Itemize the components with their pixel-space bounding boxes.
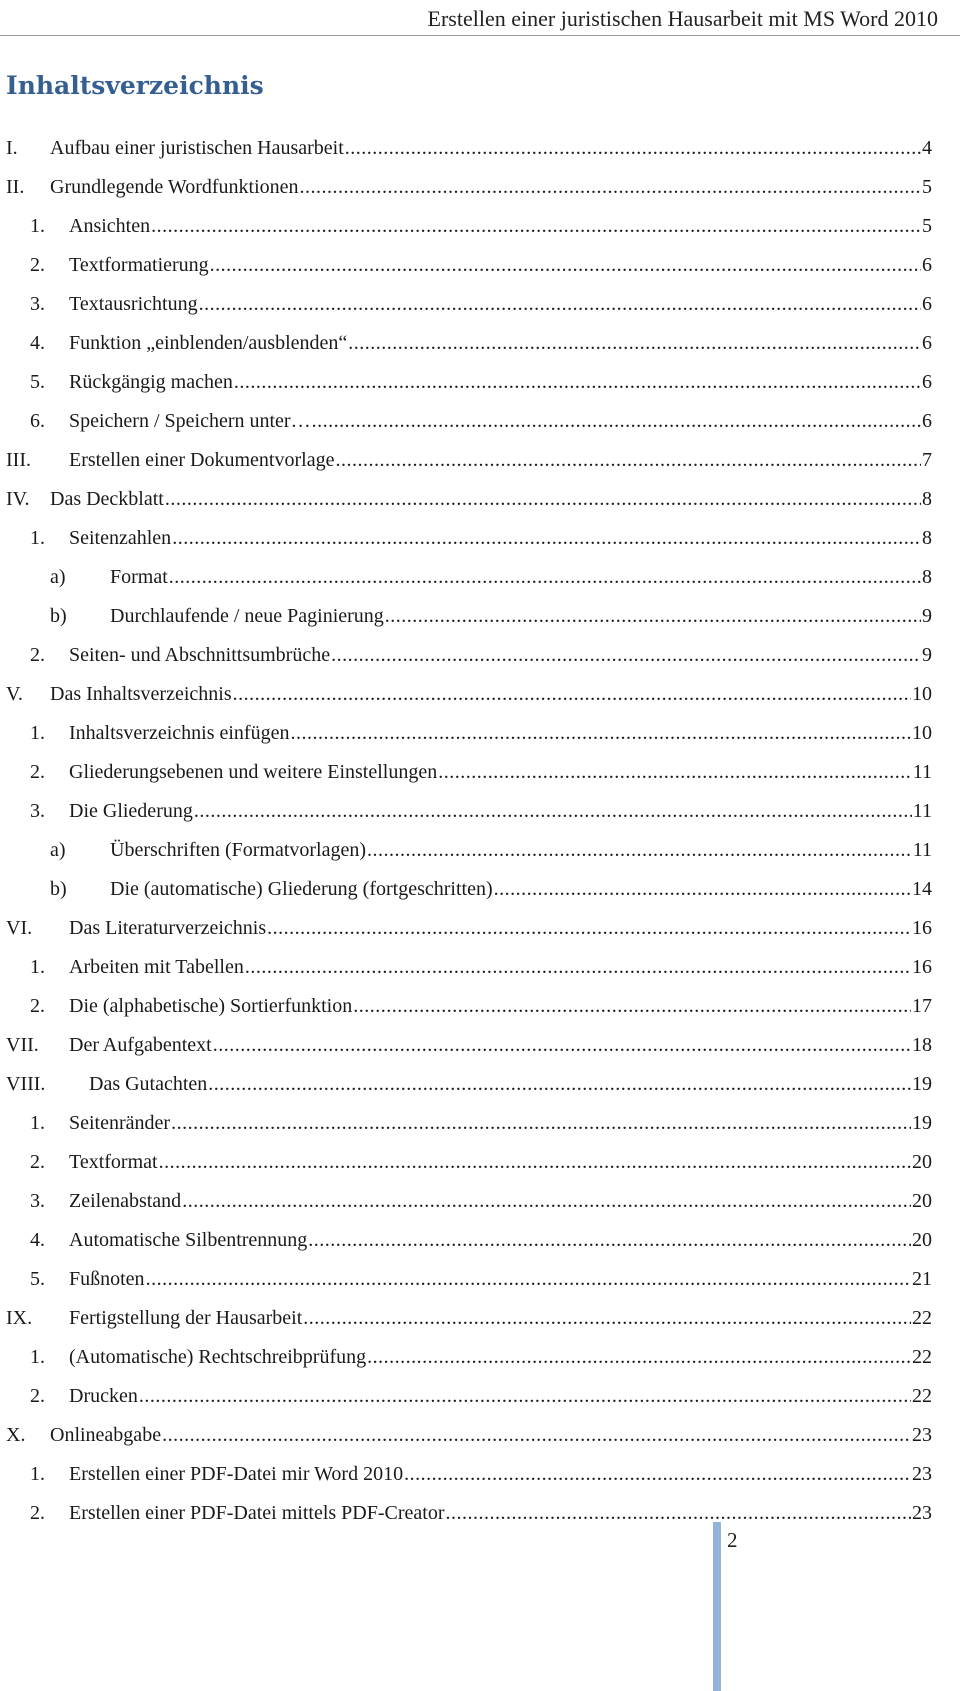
toc-entry-title[interactable]: Inhaltsverzeichnis einfügen	[69, 722, 290, 744]
toc-entry-number: 1.	[30, 1112, 45, 1134]
toc-entry-line	[50, 487, 932, 511]
toc-entry-page: 9	[922, 644, 932, 666]
toc-entry-page: 20	[912, 1190, 932, 1212]
toc-entry-page: 19	[912, 1112, 932, 1134]
toc-dot-leader	[385, 604, 921, 628]
toc-entry-line	[50, 175, 932, 199]
toc-entry-title[interactable]: Rückgängig machen	[69, 371, 233, 393]
toc-entry-number: b)	[50, 605, 67, 627]
toc-dot-leader	[335, 448, 921, 472]
toc-entry-page: 10	[912, 722, 932, 744]
toc-entry[interactable]	[0, 440, 960, 479]
toc-entry-page: 11	[912, 800, 932, 822]
toc-entry-page: 17	[912, 995, 932, 1017]
toc-entry[interactable]	[0, 128, 960, 167]
toc-dot-leader	[159, 1150, 911, 1174]
toc-entry-number: IV.	[6, 488, 30, 510]
toc-entry-page: 9	[922, 605, 932, 627]
toc-entry-line	[69, 448, 932, 472]
toc-entry[interactable]	[0, 1454, 960, 1493]
toc-dot-leader	[438, 760, 912, 784]
toc-entry-number: 2.	[30, 995, 45, 1017]
toc-entry-page: 20	[912, 1229, 932, 1251]
toc-entry-number: X.	[6, 1424, 26, 1446]
toc-entry-title[interactable]: Die Gliederung	[69, 800, 193, 822]
toc-entry-title[interactable]: Onlineabgabe	[50, 1424, 162, 1446]
toc-dot-leader	[404, 1462, 911, 1486]
toc-entry[interactable]	[0, 1181, 960, 1220]
toc-entry-number: VII.	[6, 1034, 39, 1056]
toc-entry[interactable]	[0, 1493, 960, 1532]
toc-entry-title[interactable]: Das Inhaltsverzeichnis	[50, 683, 232, 705]
toc-entry-line	[110, 838, 932, 862]
toc-entry[interactable]	[0, 557, 960, 596]
toc-entry-page: 22	[912, 1307, 932, 1329]
toc-entry[interactable]	[0, 1376, 960, 1415]
toc-entry-page: 19	[912, 1073, 932, 1095]
toc-entry[interactable]	[0, 1025, 960, 1064]
toc-entry[interactable]	[0, 791, 960, 830]
toc-entry[interactable]	[0, 908, 960, 947]
toc-entry[interactable]	[0, 206, 960, 245]
toc-dot-leader	[348, 331, 921, 355]
toc-entry-number: 2.	[30, 254, 45, 276]
toc-entry-number: VI.	[6, 917, 33, 939]
toc-entry-number: VIII.	[6, 1073, 46, 1095]
toc-entry[interactable]	[0, 869, 960, 908]
toc-entry-line	[50, 136, 932, 160]
toc-entry-line	[110, 877, 932, 901]
toc-entry[interactable]	[0, 986, 960, 1025]
toc-entry[interactable]	[0, 362, 960, 401]
toc-entry-title[interactable]: Seitenränder	[69, 1112, 171, 1134]
toc-entry-line	[110, 565, 932, 589]
toc-entry-line	[69, 799, 932, 823]
toc-entry-number: 2.	[30, 644, 45, 666]
toc-dot-leader	[345, 136, 921, 160]
toc-entry-title[interactable]: Erstellen einer Dokumentvorlage	[69, 449, 335, 471]
toc-entry-line	[69, 1150, 932, 1174]
toc-entry-number: b)	[50, 878, 67, 900]
toc-entry-line	[50, 682, 932, 706]
toc-entry-line	[110, 604, 932, 628]
toc-entry-line	[69, 1033, 932, 1057]
toc-entry-page: 22	[912, 1385, 932, 1407]
toc-entry-number: 2.	[30, 761, 45, 783]
toc-entry-page: 6	[922, 254, 932, 276]
toc-entry-number: 4.	[30, 1229, 45, 1251]
toc-entry[interactable]	[0, 1259, 960, 1298]
toc-entry-title[interactable]: Der Aufgabentext	[69, 1034, 212, 1056]
toc-entry-number: 6.	[30, 410, 45, 432]
toc-entry-line	[69, 1345, 932, 1369]
toc-entry-page: 6	[922, 371, 932, 393]
toc-dot-leader	[165, 487, 921, 511]
toc-entry-title[interactable]: Ansichten	[69, 215, 151, 237]
toc-entry[interactable]	[0, 323, 960, 362]
toc-entry-page: 16	[912, 917, 932, 939]
page-number: 2	[727, 1528, 738, 1552]
toc-entry-number: a)	[50, 566, 66, 588]
toc-dot-leader	[208, 1072, 911, 1096]
toc-entry-page: 5	[922, 176, 932, 198]
toc-entry-line	[69, 760, 932, 784]
toc-entry[interactable]	[0, 713, 960, 752]
toc-entry-title[interactable]: Das Literaturverzeichnis	[69, 917, 267, 939]
toc-entry-title[interactable]: Erstellen einer PDF-Datei mir Word 2010	[69, 1463, 404, 1485]
toc-entry-line	[69, 955, 932, 979]
toc-dot-leader	[169, 565, 921, 589]
header-rule	[0, 35, 960, 36]
toc-entry-page: 18	[912, 1034, 932, 1056]
toc-dot-leader	[139, 1384, 911, 1408]
toc-entry-title[interactable]: Durchlaufende / neue Paginierung	[110, 605, 384, 627]
toc-entry-page: 22	[912, 1346, 932, 1368]
toc-dot-leader	[353, 994, 911, 1018]
toc-entry-line	[50, 1423, 932, 1447]
toc-entry[interactable]	[0, 596, 960, 635]
toc-entry-line	[69, 1267, 932, 1291]
toc-dot-leader	[445, 1501, 911, 1525]
toc-entry-title[interactable]: Textausrichtung	[69, 293, 198, 315]
toc-entry-number: 1.	[30, 215, 45, 237]
toc-entry-title[interactable]: Das Deckblatt	[50, 488, 164, 510]
toc-entry-page: 4	[922, 137, 932, 159]
toc-entry-page: 21	[912, 1268, 932, 1290]
footer-accent-bar	[713, 1522, 721, 1691]
toc-entry-line	[69, 643, 932, 667]
toc-entry[interactable]	[0, 1298, 960, 1337]
toc-entry-line	[69, 409, 932, 433]
toc-entry-title[interactable]: Automatische Silbentrennung	[69, 1229, 308, 1251]
toc-dot-leader	[172, 526, 921, 550]
toc-entry[interactable]	[0, 245, 960, 284]
toc-entry-line	[69, 1462, 932, 1486]
toc-entry[interactable]	[0, 401, 960, 440]
toc-entry-number: 1.	[30, 1463, 45, 1485]
toc-dot-leader	[300, 175, 921, 199]
toc-dot-leader	[234, 370, 921, 394]
toc-entry-number: 2.	[30, 1502, 45, 1524]
toc-entry-line	[69, 526, 932, 550]
toc-dot-leader	[245, 955, 911, 979]
toc-entry-title[interactable]: Textformatierung	[69, 254, 209, 276]
toc-entry-number: IX.	[6, 1307, 33, 1329]
toc-dot-leader	[199, 292, 921, 316]
toc-dot-leader	[367, 1345, 911, 1369]
toc-entry-line	[69, 331, 932, 355]
toc-dot-leader	[151, 214, 921, 238]
toc-entry-page: 14	[912, 878, 932, 900]
toc-heading: Inhaltsverzeichnis	[6, 71, 264, 100]
toc-entry-line	[69, 1306, 932, 1330]
toc-entry-number: III.	[6, 449, 31, 471]
toc-entry-page: 5	[922, 215, 932, 237]
toc-entry-number: a)	[50, 839, 66, 861]
toc-entry-number: 3.	[30, 800, 45, 822]
toc-entry-title[interactable]: Speichern / Speichern unter…	[69, 410, 311, 432]
toc-entry-line	[69, 1384, 932, 1408]
toc-entry[interactable]	[0, 830, 960, 869]
toc-entry-number: 1.	[30, 1346, 45, 1368]
toc-dot-leader	[290, 721, 911, 745]
toc-entry-page: 11	[912, 761, 932, 783]
toc-entry[interactable]	[0, 479, 960, 518]
toc-entry[interactable]	[0, 947, 960, 986]
toc-entry[interactable]	[0, 1337, 960, 1376]
toc-entry-number: 2.	[30, 1151, 45, 1173]
toc-dot-leader	[367, 838, 912, 862]
toc-entry-line	[69, 1501, 932, 1525]
toc-entry[interactable]	[0, 674, 960, 713]
toc-entry-line	[69, 1111, 932, 1135]
toc-entry-page: 10	[912, 683, 932, 705]
toc-dot-leader	[494, 877, 911, 901]
toc-entry[interactable]	[0, 1220, 960, 1259]
toc-entry-title[interactable]: Grundlegende Wordfunktionen	[50, 176, 299, 198]
toc-entry-line	[69, 916, 932, 940]
toc-dot-leader	[233, 682, 911, 706]
toc-entry-line	[69, 721, 932, 745]
toc-entry-number: II.	[6, 176, 25, 198]
toc-entry-number: 1.	[30, 722, 45, 744]
toc-entry-page: 23	[912, 1424, 932, 1446]
toc-entry[interactable]	[0, 1415, 960, 1454]
toc-dot-leader	[194, 799, 912, 823]
toc-entry-title[interactable]: Funktion „einblenden/ausblenden“	[69, 332, 348, 354]
toc-entry-title[interactable]: Fußnoten	[69, 1268, 145, 1290]
toc-entry-number: 2.	[30, 1385, 45, 1407]
toc-entry-number: 3.	[30, 1190, 45, 1212]
toc-entry-number: 4.	[30, 332, 45, 354]
toc-entry-title[interactable]: Seiten- und Abschnittsumbrüche	[69, 644, 331, 666]
toc-dot-leader	[303, 1306, 911, 1330]
toc-entry-page: 23	[912, 1463, 932, 1485]
toc-entry[interactable]	[0, 167, 960, 206]
toc-entry-title[interactable]: Erstellen einer PDF-Datei mittels PDF-Creator	[69, 1502, 445, 1524]
toc-entry-title[interactable]: (Automatische) Rechtschreibprüfung	[69, 1346, 367, 1368]
toc-dot-leader	[267, 916, 911, 940]
toc-entry-page: 7	[922, 449, 932, 471]
toc-dot-leader	[171, 1111, 911, 1135]
toc-entry-title[interactable]: Arbeiten mit Tabellen	[69, 956, 244, 978]
toc-entry-page: 16	[912, 956, 932, 978]
toc-dot-leader	[312, 409, 921, 433]
toc-entry-line	[69, 214, 932, 238]
toc-entry-number: I.	[6, 137, 18, 159]
toc-entry[interactable]	[0, 1103, 960, 1142]
toc-entry-title[interactable]: Format	[110, 566, 168, 588]
toc-entry-number: 1.	[30, 956, 45, 978]
toc-dot-leader	[146, 1267, 911, 1291]
toc-entry-line	[69, 292, 932, 316]
toc-entry-number: 5.	[30, 1268, 45, 1290]
toc-entry-line	[69, 994, 932, 1018]
toc-entry-page: 11	[912, 839, 932, 861]
toc-entry-line	[69, 370, 932, 394]
table-of-contents	[0, 128, 960, 1532]
toc-entry-line	[69, 1228, 932, 1252]
toc-entry-page: 6	[922, 293, 932, 315]
toc-entry-page: 20	[912, 1151, 932, 1173]
toc-entry-line	[69, 1189, 932, 1213]
toc-entry-title[interactable]: Zeilenabstand	[69, 1190, 182, 1212]
toc-entry-number: 1.	[30, 527, 45, 549]
running-header: Erstellen einer juristischen Hausarbeit mit MS Word 2010	[427, 6, 938, 31]
toc-entry-page: 6	[922, 332, 932, 354]
toc-entry-page: 8	[922, 566, 932, 588]
toc-entry[interactable]	[0, 1064, 960, 1103]
toc-entry-number: 5.	[30, 371, 45, 393]
toc-dot-leader	[162, 1423, 911, 1447]
toc-entry-line	[69, 253, 932, 277]
toc-entry-number: V.	[6, 683, 23, 705]
toc-dot-leader	[210, 253, 921, 277]
toc-entry-page: 8	[922, 488, 932, 510]
toc-entry[interactable]	[0, 284, 960, 323]
toc-entry[interactable]	[0, 518, 960, 557]
toc-dot-leader	[308, 1228, 911, 1252]
toc-dot-leader	[331, 643, 921, 667]
toc-dot-leader	[182, 1189, 911, 1213]
toc-entry-title[interactable]: Gliederungsebenen und weitere Einstellungen	[69, 761, 438, 783]
toc-entry[interactable]	[0, 635, 960, 674]
toc-entry[interactable]	[0, 1142, 960, 1181]
toc-dot-leader	[213, 1033, 911, 1057]
toc-entry-page: 8	[922, 527, 932, 549]
toc-entry-page: 23	[912, 1502, 932, 1524]
toc-entry-title[interactable]: Die (automatische) Gliederung (fortgeschritten)	[110, 878, 493, 900]
toc-entry-title[interactable]: Aufbau einer juristischen Hausarbeit	[50, 137, 344, 159]
toc-entry[interactable]	[0, 752, 960, 791]
toc-entry-title[interactable]: Die (alphabetische) Sortierfunktion	[69, 995, 353, 1017]
toc-entry-title[interactable]: Überschriften (Formatvorlagen)	[110, 839, 367, 861]
toc-entry-title[interactable]: Textformat	[69, 1151, 158, 1173]
toc-entry-page: 6	[922, 410, 932, 432]
toc-entry-title[interactable]: Das Gutachten	[89, 1073, 208, 1095]
toc-entry-title[interactable]: Fertigstellung der Hausarbeit	[69, 1307, 303, 1329]
toc-entry-title[interactable]: Drucken	[69, 1385, 138, 1407]
toc-entry-title[interactable]: Seitenzahlen	[69, 527, 172, 549]
toc-entry-number: 3.	[30, 293, 45, 315]
toc-entry-line	[89, 1072, 932, 1096]
